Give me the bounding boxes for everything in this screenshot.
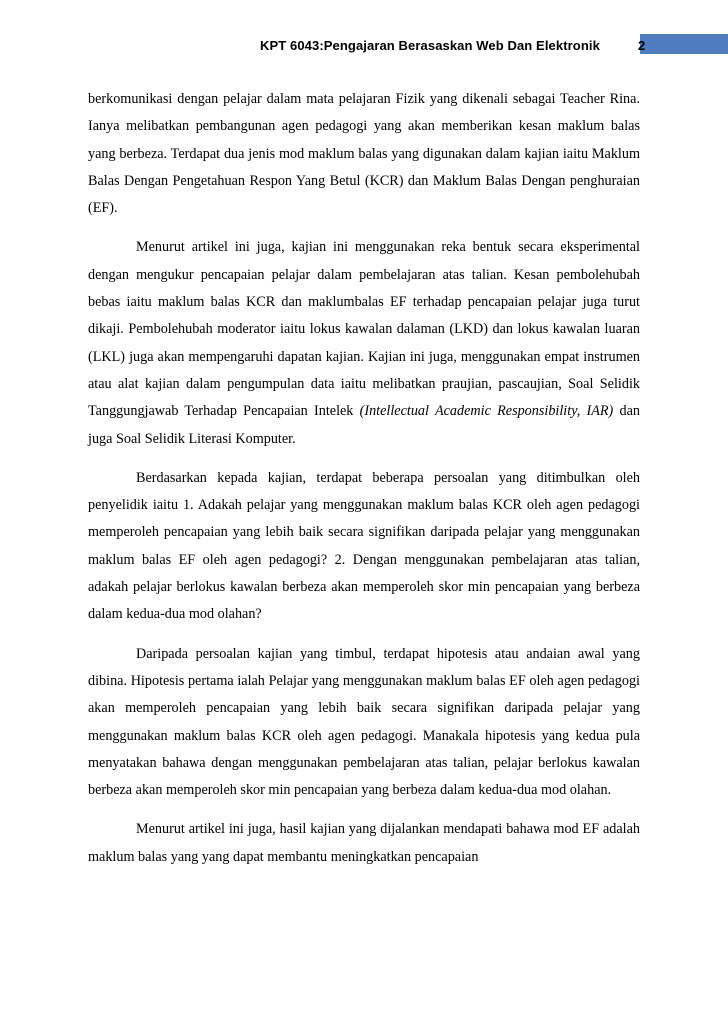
paragraph-4: Daripada persoalan kajian yang timbul, terdapat hipotesis atau andaian awal yang dibina. Hipotesis pertama ialah Pelajar yang menggunakan maklum balas EF oleh agen pedagogi akan memperoleh pencapaian yang lebih baik secara signifikan daripada pelajar yang menggunakan maklum balas KCR oleh agen pedagogi. Manakala hipotesis yang kedua pula menyatakan bahawa dengan menggunakan pembelajaran atas talian, pelajar berlokus kawalan berbeza akan memperoleh skor min pencapaian yang berbeza dalam kedua-dua mod olahan. xyxy=(88,645,640,799)
page-header xyxy=(0,34,728,56)
paragraph-2 xyxy=(88,234,640,452)
paragraph-1: berkomunikasi dengan pelajar dalam mata pelajaran Fizik yang dikenali sebagai Teacher Rina. Ianya melibatkan pembangunan agen pedagogi yang akan memberikan kesan maklum balas yang berbeza. Terdapat dua jenis mod maklum balas yang digunakan dalam kajian iaitu Maklum Balas Dengan Pengetahuan Respon Yang Betul (KCR) dan Maklum Balas Dengan penghuraian (EF). xyxy=(88,91,640,217)
paragraph-5: Menurut artikel ini juga, hasil kajian yang dijalankan mendapati bahawa mod EF adalah maklum balas yang yang dapat membantu meningkatkan pencapaian xyxy=(88,821,640,865)
header-title: KPT 6043:Pengajaran Berasaskan Web Dan Elektronik xyxy=(260,38,600,53)
page-number: 2 xyxy=(638,38,646,53)
paragraph-2-text-start: Menurut artikel ini juga, kajian ini menggunakan reka bentuk secara eksperimental dengan mengukur pencapaian pelajar dalam pembelajaran atas talian. Kesan pembolehubah bebas iaitu maklum balas KCR dan maklumbalas EF terhadap pencapaian pelajar juga turut dikaji. Pembolehubah moderator iaitu lokus kawalan dalaman (LKD) dan lokus kawalan luaran (LKL) juga akan mempengaruhi dapatan kajian. Kajian ini juga, menggunakan empat instrumen atau alat kajian dalam pengumpulan data iaitu melibatkan praujian, pascaujian, Soal Selidik Tanggungjawab Terhadap Pencapaian Intelek xyxy=(88,239,640,420)
paragraph-3: Berdasarkan kepada kajian, terdapat beberapa persoalan yang ditimbulkan oleh penyelidik iaitu 1. Adakah pelajar yang menggunakan maklum balas KCR oleh agen pedagogi memperoleh pencapaian yang lebih baik secara signifikan daripada pelajar yang menggunakan maklum balas EF oleh agen pedagogi? 2. Dengan menggunakan pembelajaran atas talian, adakah pelajar berlokus kawalan berbeza akan memperoleh skor min pencapaian yang berbeza dalam kedua-dua mod olahan? xyxy=(88,469,640,623)
paragraph-2-text-end: dan juga Soal Selidik Literasi Komputer. xyxy=(88,403,640,447)
header-accent-bar xyxy=(640,34,728,54)
paragraph-2-italic-term: (Intellectual Academic Responsibility, IAR) xyxy=(359,403,614,420)
document-body xyxy=(88,86,640,871)
